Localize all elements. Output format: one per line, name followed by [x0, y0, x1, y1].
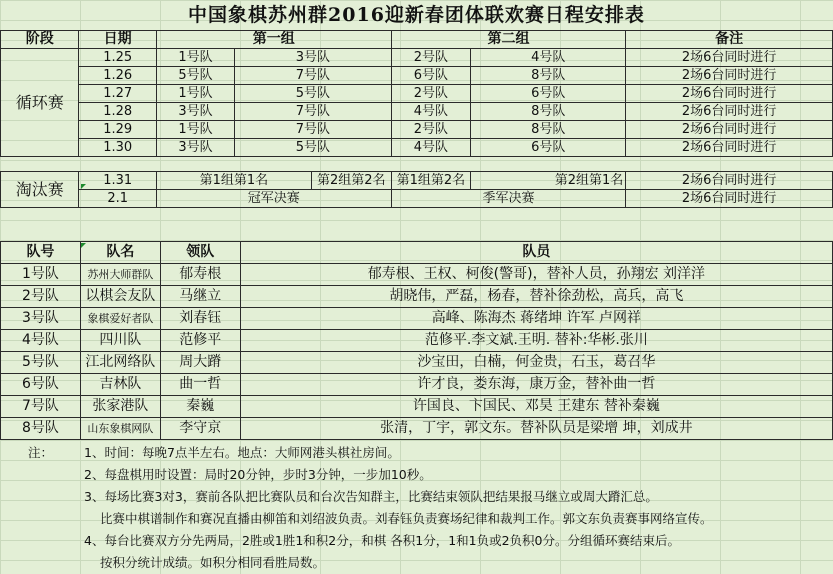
cell-g2b: 8号队	[471, 121, 626, 139]
schedule-table	[0, 30, 833, 208]
cell-date: 1.27	[79, 85, 156, 103]
cell-g1a: 1号队	[156, 121, 234, 139]
team-members: 张清，丁宇，郭文东。替补队员是梁增 坤，刘成井	[240, 418, 832, 440]
cell-g2a: 第1组第2名	[391, 172, 471, 190]
team-no: 7号队	[1, 396, 81, 418]
stage-round-robin: 循环赛	[1, 49, 79, 157]
cell-date: 1.30	[79, 139, 156, 157]
notes-label: 注：	[28, 445, 54, 460]
team-name: 四川队	[80, 330, 160, 352]
team-name: 张家港队	[80, 396, 160, 418]
cell-g2b: 6号队	[471, 85, 626, 103]
cell-marker-icon	[81, 243, 86, 248]
cell-date: 1.28	[79, 103, 156, 121]
team-row	[1, 286, 833, 308]
cell-g1b: 第2组第2名	[311, 172, 391, 190]
header-date: 日期	[79, 31, 156, 49]
team-members: 许才良，娄东海，康万金，替补曲一哲	[240, 374, 832, 396]
header-group2: 第二组	[391, 31, 626, 49]
cell-g2a: 2号队	[391, 49, 471, 67]
team-no: 2号队	[1, 286, 81, 308]
team-name: 山东象棋网队	[80, 418, 160, 440]
cell-remark: 2场6台同时进行	[626, 172, 833, 190]
cell-g1b: 7号队	[235, 67, 391, 85]
team-members: 沙宝田，白楠，何金贵，石玉，葛召华	[240, 352, 832, 374]
team-row	[1, 264, 833, 286]
team-members: 胡晓伟，严磊，杨春，替补徐劲松，高兵，高飞	[240, 286, 832, 308]
cell-g2a: 4号队	[391, 103, 471, 121]
team-leader: 刘春钰	[160, 308, 240, 330]
cell-date: 1.29	[79, 121, 156, 139]
cell-g1b: 7号队	[235, 103, 391, 121]
cell-remark: 2场6台同时进行	[626, 85, 833, 103]
cell-remark: 2场6台同时进行	[626, 121, 833, 139]
cell-g1a: 第1组第1名	[156, 172, 311, 190]
team-leader: 秦巍	[160, 396, 240, 418]
cell-g2b: 6号队	[471, 139, 626, 157]
cell-g2a: 2号队	[391, 121, 471, 139]
cell-g1b: 7号队	[235, 121, 391, 139]
teams-header-row	[1, 242, 833, 264]
team-no: 3号队	[1, 308, 81, 330]
team-leader: 周大蹐	[160, 352, 240, 374]
team-no: 1号队	[1, 264, 81, 286]
note-line: 比赛中棋谱制作和赛况直播由柳笛和刘绍波负责。刘春钰负责赛场纪律和裁判工作。郭文东负责赛事网络宣传。	[100, 511, 713, 526]
team-row	[1, 352, 833, 374]
team-name: 苏州大师群队	[80, 264, 160, 286]
knockout-row	[1, 172, 833, 190]
team-name: 江北网络队	[80, 352, 160, 374]
header-leader: 领队	[160, 242, 240, 264]
spacer-cell	[1, 157, 833, 172]
cell-marker-icon	[81, 184, 86, 189]
team-leader: 范修平	[160, 330, 240, 352]
header-team-no: 队号	[1, 242, 81, 264]
cell-g2b: 8号队	[471, 67, 626, 85]
cell-date: 1.25	[79, 49, 156, 67]
page-title: 中国象棋苏州群2016迎新春团体联欢赛日程安排表	[188, 4, 645, 26]
note-line: 按积分统计成绩。如积分相同看胜局数。	[100, 555, 326, 570]
team-row	[1, 418, 833, 440]
stage-knockout: 淘汰赛	[1, 172, 79, 208]
schedule-row	[1, 139, 833, 157]
team-members: 范修平.李文斌.王明. 替补:华彬.张川	[240, 330, 832, 352]
header-team-name: 队名	[80, 242, 160, 264]
note-line: 2、每盘棋用时设置：局时20分钟，步时3分钟，一步加10秒。	[84, 467, 432, 482]
team-leader: 曲一哲	[160, 374, 240, 396]
cell-remark: 2场6台同时进行	[626, 139, 833, 157]
team-no: 5号队	[1, 352, 81, 374]
schedule-row	[1, 49, 833, 67]
cell-date: 2.1	[79, 190, 156, 208]
team-no: 8号队	[1, 418, 81, 440]
note-line: 4、每台比赛双方分先两局，2胜或1胜1和积2分，和棋 各积1分，1和1负或2负积0分。分组循环赛结束后。	[84, 533, 681, 548]
schedule-spacer-row	[1, 157, 833, 172]
cell-final-g1: 冠军决赛	[156, 190, 391, 208]
knockout-row	[1, 190, 833, 208]
cell-g2a: 6号队	[391, 67, 471, 85]
header-remark: 备注	[626, 31, 833, 49]
cell-g1b: 5号队	[235, 139, 391, 157]
team-leader: 马继立	[160, 286, 240, 308]
team-name: 以棋会友队	[80, 286, 160, 308]
schedule-header-row	[1, 31, 833, 49]
note-line: 1、时间：每晚7点半左右。地点：大师网港头棋社房间。	[84, 445, 400, 460]
cell-date: 1.31	[79, 172, 156, 190]
cell-final-g2: 季军决赛	[391, 190, 626, 208]
team-no: 6号队	[1, 374, 81, 396]
cell-g1a: 1号队	[156, 85, 234, 103]
header-members: 队员	[240, 242, 832, 264]
team-row	[1, 330, 833, 352]
team-row	[1, 374, 833, 396]
cell-g2a: 4号队	[391, 139, 471, 157]
cell-remark: 2场6台同时进行	[626, 190, 833, 208]
cell-g1a: 5号队	[156, 67, 234, 85]
team-members: 郁寿根、王权、柯俊(警哥)，替补人员，孙翔宏 刘洋洋	[240, 264, 832, 286]
teams-table	[0, 241, 833, 440]
cell-remark: 2场6台同时进行	[626, 103, 833, 121]
team-members: 许国良、卞国民、邓昊 王建东 替补秦巍	[240, 396, 832, 418]
cell-g1b: 3号队	[235, 49, 391, 67]
team-row	[1, 396, 833, 418]
team-leader: 李守京	[160, 418, 240, 440]
header-group1: 第一组	[156, 31, 391, 49]
team-leader: 郁寿根	[160, 264, 240, 286]
note-line: 3、每场比赛3对3，赛前各队把比赛队员和台次告知群主，比赛结束领队把结果报马继立或周大蹐汇总。	[84, 489, 658, 504]
cell-g2b: 第2组第1名	[471, 172, 626, 190]
team-members: 高峰、陈海杰 蒋绪坤 许军 卢网祥	[240, 308, 832, 330]
header-stage: 阶段	[1, 31, 79, 49]
schedule-row	[1, 67, 833, 85]
schedule-row	[1, 103, 833, 121]
team-name: 吉林队	[80, 374, 160, 396]
cell-remark: 2场6台同时进行	[626, 67, 833, 85]
cell-g2b: 8号队	[471, 103, 626, 121]
team-row	[1, 308, 833, 330]
schedule-row	[1, 121, 833, 139]
schedule-row	[1, 85, 833, 103]
cell-g1a: 3号队	[156, 139, 234, 157]
cell-g2a: 2号队	[391, 85, 471, 103]
cell-g2b: 4号队	[471, 49, 626, 67]
cell-g1b: 5号队	[235, 85, 391, 103]
cell-remark: 2场6台同时进行	[626, 49, 833, 67]
team-no: 4号队	[1, 330, 81, 352]
cell-g1a: 1号队	[156, 49, 234, 67]
cell-date: 1.26	[79, 67, 156, 85]
cell-g1a: 3号队	[156, 103, 234, 121]
team-name: 象棋爱好者队	[80, 308, 160, 330]
